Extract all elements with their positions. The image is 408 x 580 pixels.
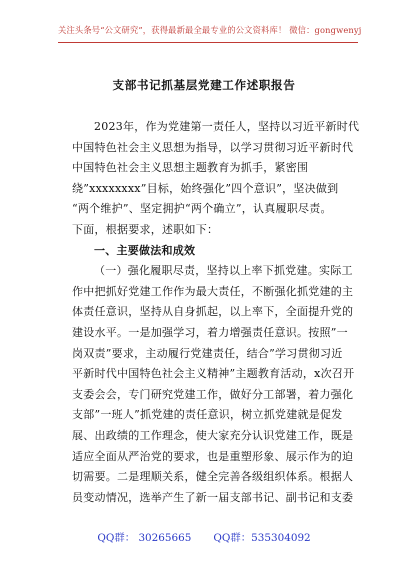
- header-banner: 关注头条号“公文研究”，获得最新最全最专业的公文资料库！ 微信：gongwenyj: [58, 25, 362, 35]
- body-line: 支委会会，专门研究党建工作，做好分工部署，着力强化: [72, 387, 354, 401]
- footer-qq-group-2: QQ群：535304092: [213, 532, 311, 544]
- body-line: 支部”一班人”抓党建的责任意识，树立抓党建就是促发: [72, 408, 343, 422]
- footer-contact: [0, 531, 408, 545]
- body-line: 2023年，作为党建第一责任人，坚持以习近平新时代: [94, 120, 360, 133]
- body-line: 适应全面从严治党的要求，也是重塑形象、展示作为的迫: [72, 449, 354, 463]
- body-line: 岗双责”要求，主动履行党建责任，结合”学习贯彻习近: [72, 346, 343, 360]
- body-line: 作中把抓好党建工作作为最大责任，不断强化抓党建的主: [72, 284, 354, 298]
- body-line: 体责任意识，坚持从自身抓起，以上率下，全面提升党的: [72, 305, 354, 319]
- footer-qq-group-1: QQ群： 30265665: [97, 532, 192, 544]
- document-title: 支部书记抓基层党建工作述职报告: [112, 78, 296, 92]
- body-line: 中国特色社会主义思想为指导，以学习贯彻习近平新时代: [72, 140, 354, 154]
- body-line: 中国特色社会主义思想主题教育为抓手，紧密围: [72, 161, 309, 175]
- body-line: 平新时代中国特色社会主义精神”主题教育活动，x次召开: [72, 367, 355, 381]
- body-line: （一）强化履职尽责，坚持以上率下抓党建。实际工: [94, 264, 353, 278]
- section-heading: 一、主要做法和成效: [94, 243, 196, 257]
- body-line: 展、出政绩的工作理念，使大家充分认识党建工作，既是: [72, 428, 354, 442]
- body-line: 绕”xxxxxxxx”目标，始终强化”四个意识”，坚决做到: [72, 181, 339, 195]
- body-line: “两个维护”、坚定拥护“两个确立”，认真履职尽责。: [72, 202, 332, 216]
- body-line: 下面，根据要求，述职如下：: [72, 222, 219, 236]
- body-line: 员变动情况，选举产生了新一届支部书记、副书记和支委: [72, 490, 354, 504]
- document-body: [72, 117, 360, 508]
- body-line: 建设水平。一是加强学习，着力增强责任意识。按照”一: [72, 325, 348, 339]
- body-line: 切需要。二是理顺关系，健全完善各级组织体系。根据人: [72, 470, 354, 484]
- header-divider: [58, 42, 358, 43]
